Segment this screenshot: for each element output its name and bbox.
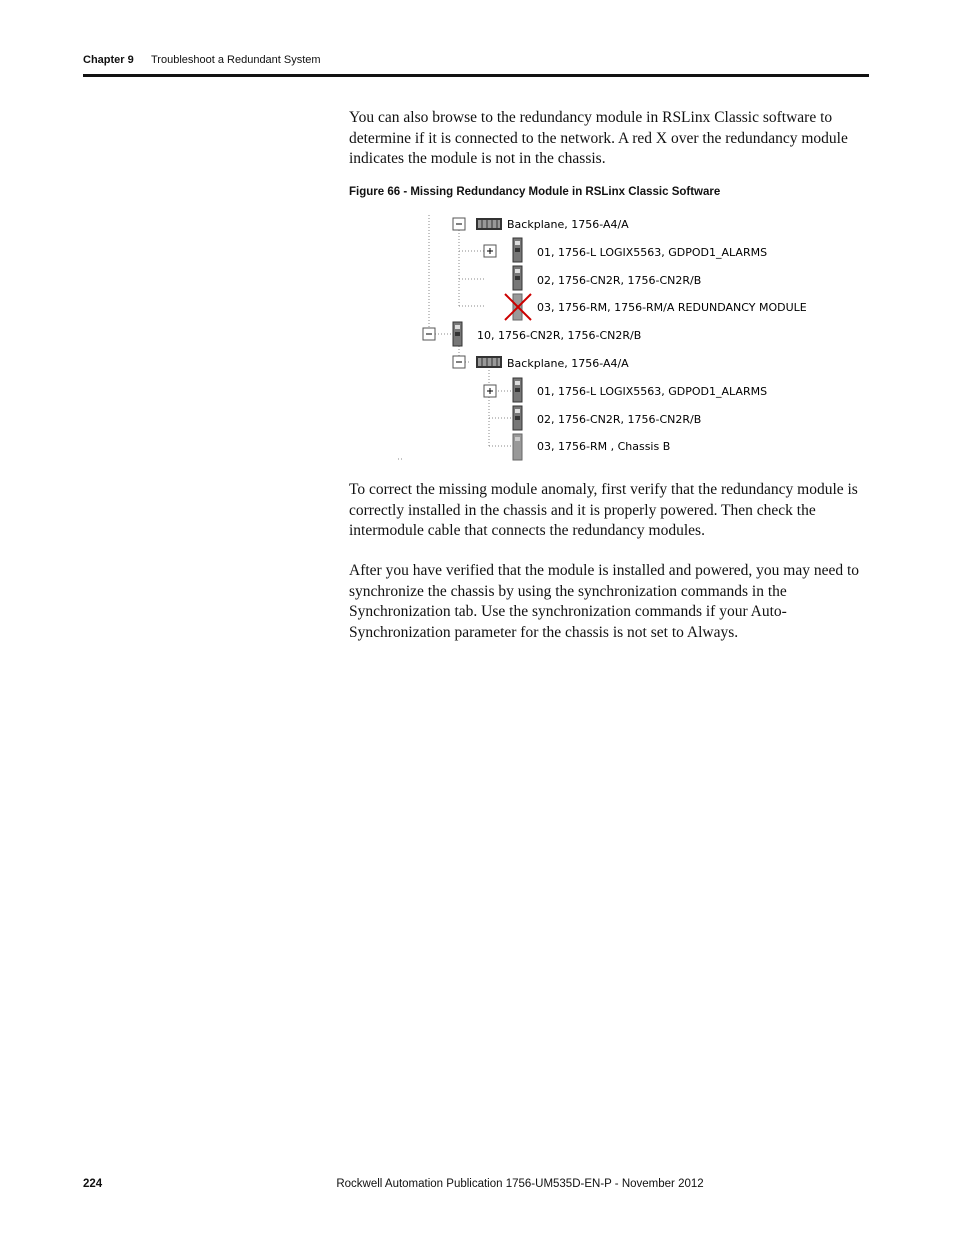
page-number: 224 [83, 1178, 103, 1190]
tree-row-slot-02-b[interactable] [513, 406, 701, 430]
tree-node-label: Backplane, 1756-A4/A [507, 357, 629, 370]
tree-row-slot-03-b[interactable] [513, 434, 670, 460]
collapse-toggle-icon[interactable] [453, 356, 465, 368]
backplane-icon [476, 356, 502, 368]
module-icon [453, 322, 462, 346]
correction-paragraph: To correct the missing module anomaly, first verify that the redundancy module is correctly installed in the chassis and it is properly powered. Then check the intermodule cable that connects the redundancy modules. [349, 481, 858, 539]
tree-row-slot-10[interactable] [423, 322, 641, 346]
tree-node-label: 01, 1756-L LOGIX5563, GDPOD1_ALARMS [537, 385, 768, 398]
synchronization-paragraph: After you have verified that the module is installed and powered, you may need to synchronize the chassis by using the synchronization commands in the Synchronization tab. Use the synchronization commands if your Auto-Synchronization parameter for the chassis is not set to Always. [349, 562, 860, 641]
backplane-icon [476, 218, 502, 230]
publication-footer: Rockwell Automation Publication 1756-UM535D-EN-P - November 2012 [336, 1178, 704, 1190]
collapse-toggle-icon[interactable] [423, 328, 435, 340]
tree-node-label: 03, 1756-RM, 1756-RM/A REDUNDANCY MODULE [537, 301, 807, 314]
module-icon [513, 266, 522, 290]
tree-row-slot-02[interactable] [513, 266, 701, 290]
expand-toggle-icon[interactable] [484, 245, 496, 257]
module-icon [513, 406, 522, 430]
tree-row-slot-01[interactable] [484, 238, 767, 262]
chapter-label: Chapter 9 [83, 54, 134, 66]
tree-node-label: 10, 1756-CN2R, 1756-CN2R/B [477, 329, 642, 342]
module-icon [513, 434, 522, 460]
tree-row-slot-03-missing[interactable] [505, 294, 807, 320]
rslinx-tree-figure [390, 210, 830, 465]
section-title: Troubleshoot a Redundant System [151, 54, 321, 66]
page-header [83, 54, 321, 66]
figure-caption: Figure 66 - Missing Redundancy Module in RSLinx Classic Software [349, 186, 721, 198]
collapse-toggle-icon[interactable] [453, 218, 465, 230]
tree-node-label: Backplane, 1756-A4/A [507, 218, 629, 231]
intro-paragraph: You can also browse to the redundancy module in RSLinx Classic software to determine if it is connected to the network. A red X over the redundancy module indicates the module is not in the chassis. [349, 109, 848, 167]
tree-node-label: 02, 1756-CN2R, 1756-CN2R/B [537, 274, 702, 287]
tree-row-backplane-a[interactable] [453, 218, 629, 231]
tree-row-backplane-b[interactable] [453, 356, 629, 370]
tree-node-label: 03, 1756-RM , Chassis B [537, 440, 671, 453]
tree-row-slot-01-b[interactable] [484, 378, 767, 402]
module-icon [513, 238, 522, 262]
header-rule [83, 74, 869, 77]
tree-node-label: 01, 1756-L LOGIX5563, GDPOD1_ALARMS [537, 246, 768, 259]
tree-node-label: 02, 1756-CN2R, 1756-CN2R/B [537, 413, 702, 426]
module-icon [513, 378, 522, 402]
expand-toggle-icon[interactable] [484, 385, 496, 397]
